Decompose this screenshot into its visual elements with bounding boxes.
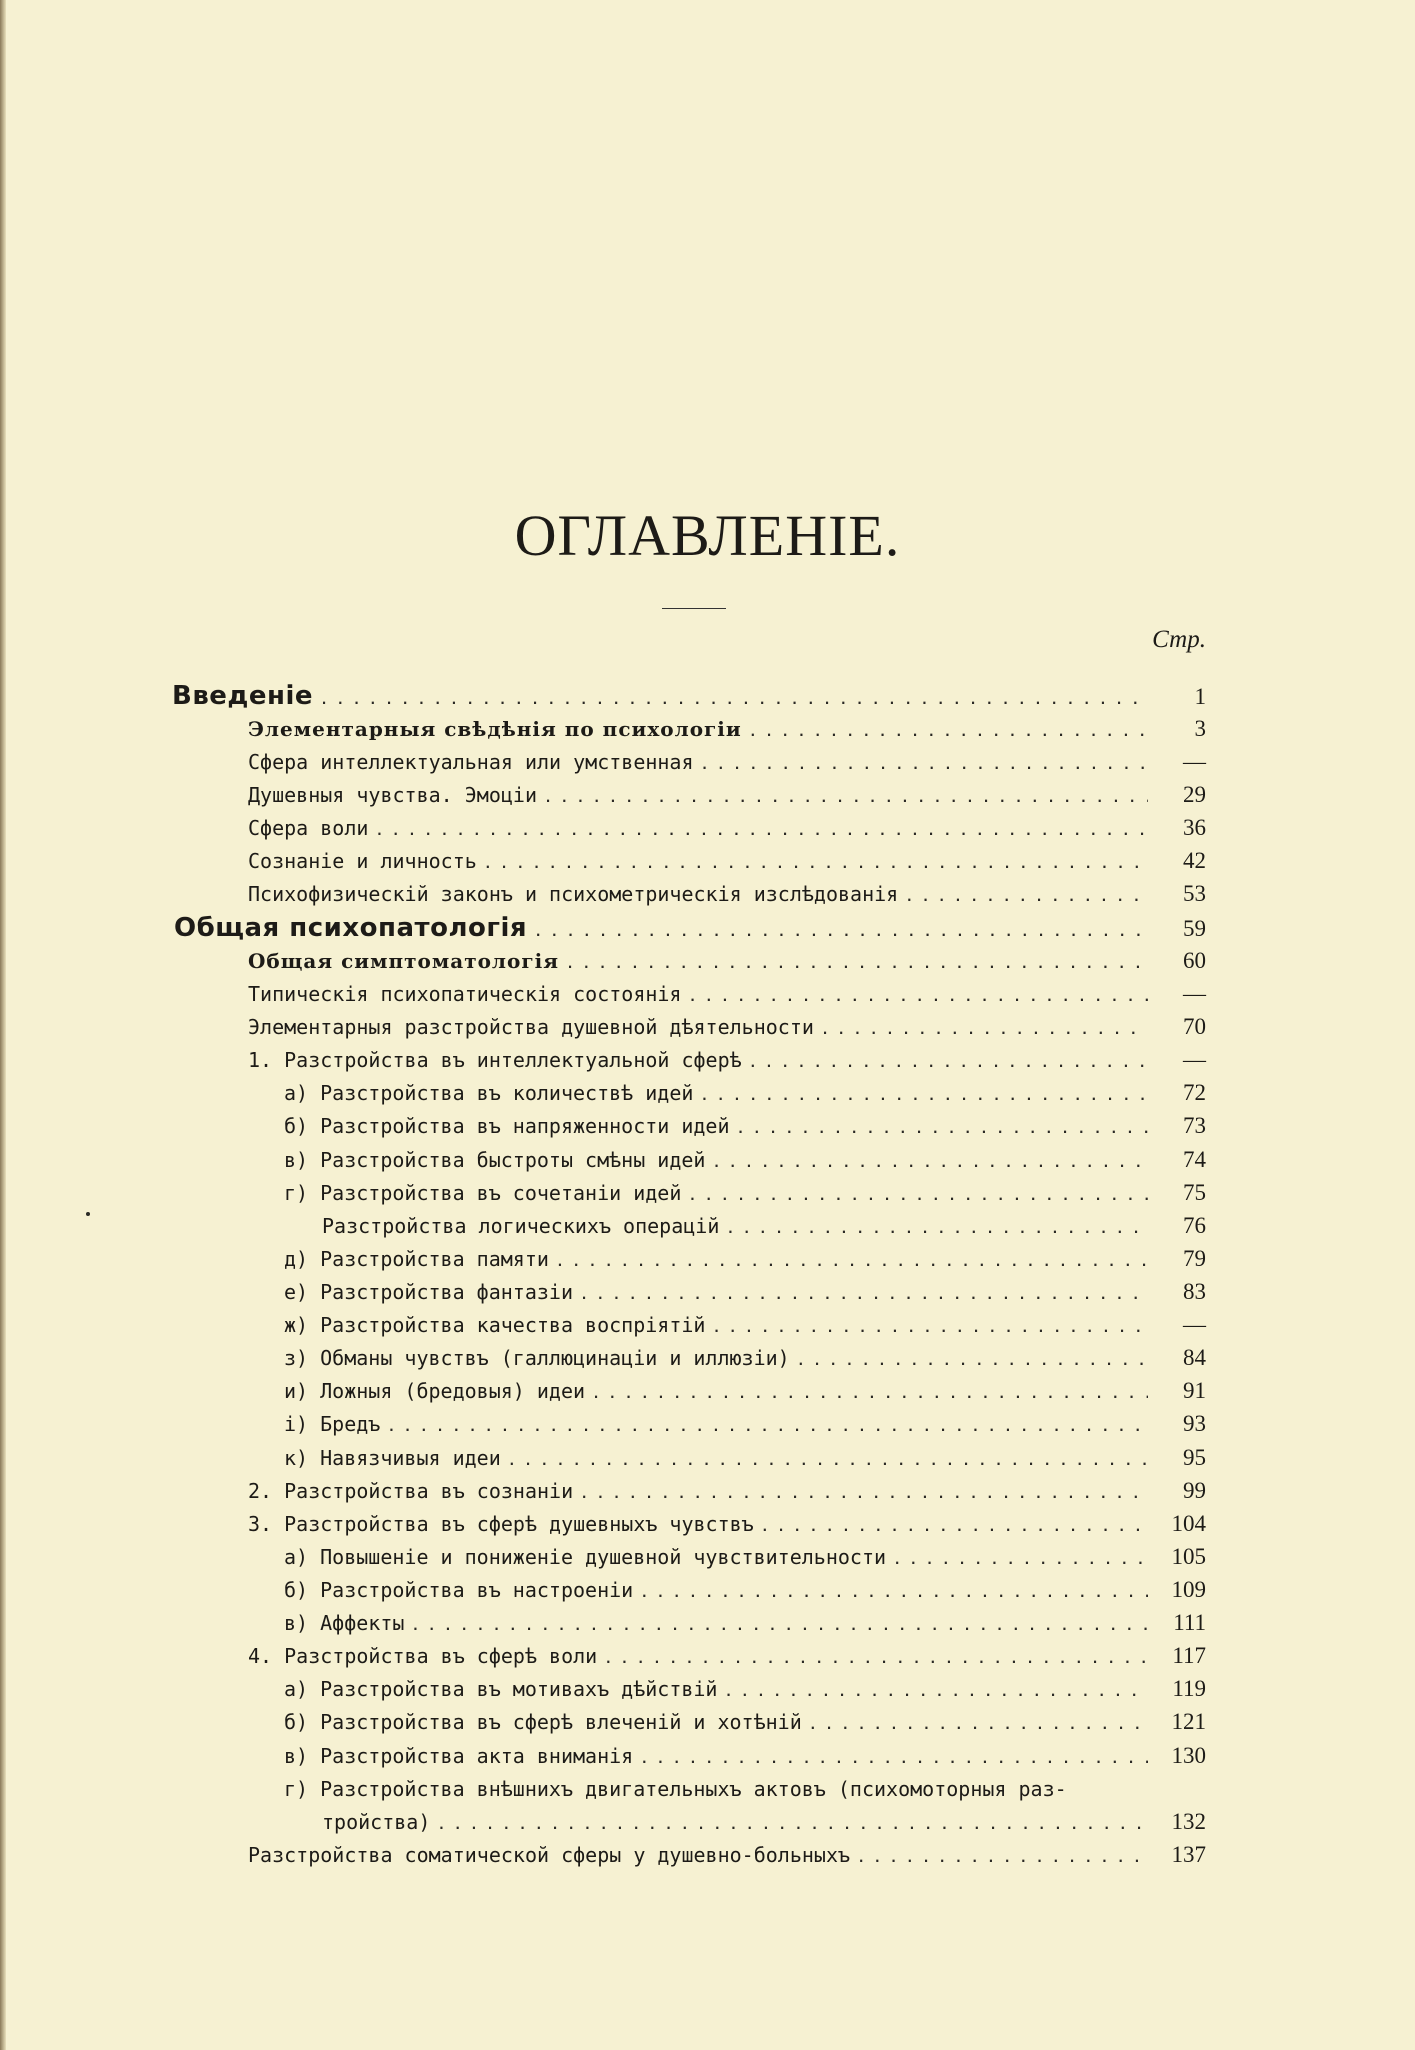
toc-entry [284,1672,1206,1706]
toc-entry [248,1507,1206,1541]
dot-leader [641,1739,1148,1773]
toc-entry-label: а) Разстройства въ количествѣ идей [284,1081,694,1105]
toc-entry-page: 73 [1183,1113,1206,1138]
dot-leader [858,1838,1148,1872]
toc-entry-label: в) Аффекты [284,1611,405,1635]
dot-leader [713,1308,1148,1342]
toc-entry-label: б) Разстройства въ настроеніи [284,1578,634,1602]
dot-leader [894,1540,1148,1574]
dot-leader [376,811,1148,845]
toc-entry-page: 130 [1171,1743,1206,1768]
toc-entry [284,1341,1206,1375]
toc-entry-page: 104 [1171,1511,1206,1536]
toc-entry-page: 132 [1171,1809,1206,1834]
toc-entry-label: ж) Разстройства качества воспріятій [284,1313,706,1337]
toc-entry-page: — [1183,981,1206,1006]
toc-entry-label: Типическія психопатическія состоянія [248,982,682,1006]
toc-entry-page: 42 [1183,848,1206,873]
toc-entry-page: 76 [1183,1213,1206,1238]
toc-entry-page: 70 [1183,1014,1206,1039]
toc-entry [284,1772,1206,1806]
toc-entry-page: 53 [1183,881,1206,906]
dot-leader [438,1805,1148,1839]
toc-entry [248,712,1206,746]
toc-entry [284,1606,1206,1640]
toc-entry [284,1441,1206,1475]
toc-entry [248,977,1206,1011]
dot-leader [641,1573,1148,1607]
dot-leader [321,680,1148,714]
page-edge-shadow [0,0,6,2050]
toc-entry-page: 93 [1183,1411,1206,1436]
dot-leader [727,1209,1148,1243]
toc-entry-label: Общая психопатологія [174,913,528,943]
toc-entry [248,1474,1206,1508]
page-column-label: Стр. [1152,626,1206,653]
toc-entry [248,745,1206,779]
toc-entry-page: 91 [1183,1378,1206,1403]
toc-entry-label: Сфера интеллектуальная или умственная [248,750,694,774]
toc-entry [284,1540,1206,1574]
dot-leader [750,1043,1148,1077]
toc-entry [284,1275,1206,1309]
toc-entry-page: 74 [1183,1147,1206,1172]
toc-entry-label: Сознаніе и личность [248,849,477,873]
toc-entry-label: к) Навязчивыя идеи [284,1446,501,1470]
title-rule [662,608,726,609]
toc-entry-page: 36 [1183,815,1206,840]
toc-entry [248,844,1206,878]
toc-entry-label: і) Бредъ [284,1412,381,1436]
toc-entry [248,1838,1206,1872]
toc-entry [284,1374,1206,1408]
dot-leader [701,1076,1148,1110]
toc-entry-label: д) Разстройства памяти [284,1247,549,1271]
toc-entry-label: и) Ложныя (бредовыя) идеи [284,1379,586,1403]
dot-leader [412,1606,1148,1640]
dot-leader [509,1441,1148,1475]
toc-entry-label: 4. Разстройства въ сферѣ воли [248,1644,598,1668]
dot-leader [762,1507,1148,1541]
toc-entry-label: 2. Разстройства въ сознаніи [248,1479,574,1503]
toc-entry-page: 83 [1183,1279,1206,1304]
dot-leader [567,944,1148,978]
toc-entry-page: 72 [1183,1080,1206,1105]
dot-leader [798,1341,1148,1375]
dot-leader [822,1010,1148,1044]
dot-leader [581,1474,1148,1508]
dot-leader [557,1242,1148,1276]
toc-entry-label: в) Разстройства акта вниманія [284,1744,634,1768]
toc-entry-page: — [1183,1047,1206,1072]
toc-entry [172,679,1206,713]
toc-entry-label: 3. Разстройства въ сферѣ душевныхъ чувствъ [248,1512,754,1536]
toc-entry [248,811,1206,845]
dot-leader [388,1407,1148,1441]
toc-entry-label: Сфера воли [248,816,369,840]
toc-entry [284,1573,1206,1607]
dot-leader [535,912,1148,946]
toc-entry [248,877,1206,911]
toc-entry [322,1209,1206,1243]
toc-entry [174,911,1206,945]
toc-entry-label: Разстройства логическихъ операцій [322,1214,720,1238]
dot-leader [593,1374,1148,1408]
toc-entry-label: з) Обманы чувствъ (галлюцинаціи и иллюзіи) [284,1346,790,1370]
toc-entry-label: Душевныя чувства. Эмоціи [248,783,537,807]
toc-entry [284,1109,1206,1143]
dot-leader [906,877,1148,911]
toc-entry [284,1076,1206,1110]
toc-entry-page: 99 [1183,1478,1206,1503]
toc-entry [284,1176,1206,1210]
toc-entry [284,1705,1206,1739]
toc-entry-page: 75 [1183,1180,1206,1205]
dot-leader [713,1143,1148,1177]
dot-leader [545,778,1148,812]
toc-entry-page: — [1183,749,1206,774]
dot-leader [689,1176,1148,1210]
toc-entry-label: Элементарныя разстройства душевной дѣятельности [248,1015,814,1039]
dot-leader [605,1639,1148,1673]
toc-entry-label: б) Разстройства въ сферѣ влеченій и хотѣній [284,1710,802,1734]
toc-entry-label: е) Разстройства фантазіи [284,1280,573,1304]
toc-entry-page: 117 [1172,1643,1206,1668]
dot-leader [581,1275,1148,1309]
toc-entry-page: 111 [1173,1610,1206,1635]
page-title: ОГЛАВЛЕНІЕ. [514,503,901,568]
toc-entry-label: а) Повышеніе и пониженіе душевной чувствительности [284,1545,887,1569]
dot-leader [702,745,1148,779]
toc-entry-page: 84 [1183,1345,1206,1370]
dot-leader [738,1109,1148,1143]
toc-entry-label: Элементарныя свѣдѣнія по психологіи [248,717,742,741]
toc-entry [248,1639,1206,1673]
toc-entry [284,1242,1206,1276]
toc-entry-label: Разстройства соматической сферы у душевно-больныхъ [248,1843,851,1867]
toc-entry-label: 1. Разстройства въ интеллектуальной сферѣ [248,1048,742,1072]
toc-entry-page: 121 [1171,1709,1206,1734]
toc-entry-label: б) Разстройства въ напряженности идей [284,1114,730,1138]
toc-entry-label: Психофизическій законъ и психометрическія изслѣдованія [248,882,899,906]
toc-entry-label: тройства) [322,1810,431,1834]
toc-entry-page: 29 [1183,782,1206,807]
dot-leader [750,712,1148,746]
toc-entry [284,1739,1206,1773]
toc-entry-label: Введеніе [172,681,314,711]
toc-entry-page: 59 [1183,916,1206,941]
toc-entry-label: г) Разстройства въ сочетаніи идей [284,1181,682,1205]
toc-entry-page: 3 [1194,716,1206,741]
toc-entry-page: 95 [1183,1445,1206,1470]
toc-entry-page: 105 [1171,1544,1206,1569]
toc-entry [284,1308,1206,1342]
dot-leader [810,1705,1148,1739]
toc-entry-page: 119 [1172,1676,1206,1701]
toc-entry-page: 137 [1171,1842,1206,1867]
toc-entry-label: г) Разстройства внѣшнихъ двигательныхъ актовъ (психомоторныя раз- [284,1777,1067,1801]
ink-speck [86,1212,90,1216]
toc-entry-page: 109 [1171,1577,1206,1602]
toc-entry [284,1407,1206,1441]
toc-entry [248,944,1206,978]
toc-entry-page: 79 [1183,1246,1206,1271]
dot-leader [485,844,1148,878]
toc-entry-page: 60 [1183,948,1206,973]
toc-entry-label: Общая симптоматологія [248,949,559,973]
toc-entry [248,778,1206,812]
dot-leader [725,1672,1148,1706]
toc-entry-label: в) Разстройства быстроты смѣны идей [284,1148,706,1172]
toc-entry-label: а) Разстройства въ мотивахъ дѣйствій [284,1677,718,1701]
toc-entry [322,1805,1206,1839]
toc-entry-page: 1 [1194,684,1206,709]
toc-entry [248,1043,1206,1077]
toc-entry [284,1143,1206,1177]
dot-leader [689,977,1148,1011]
toc-entry [248,1010,1206,1044]
toc-entry-page: — [1183,1312,1206,1337]
